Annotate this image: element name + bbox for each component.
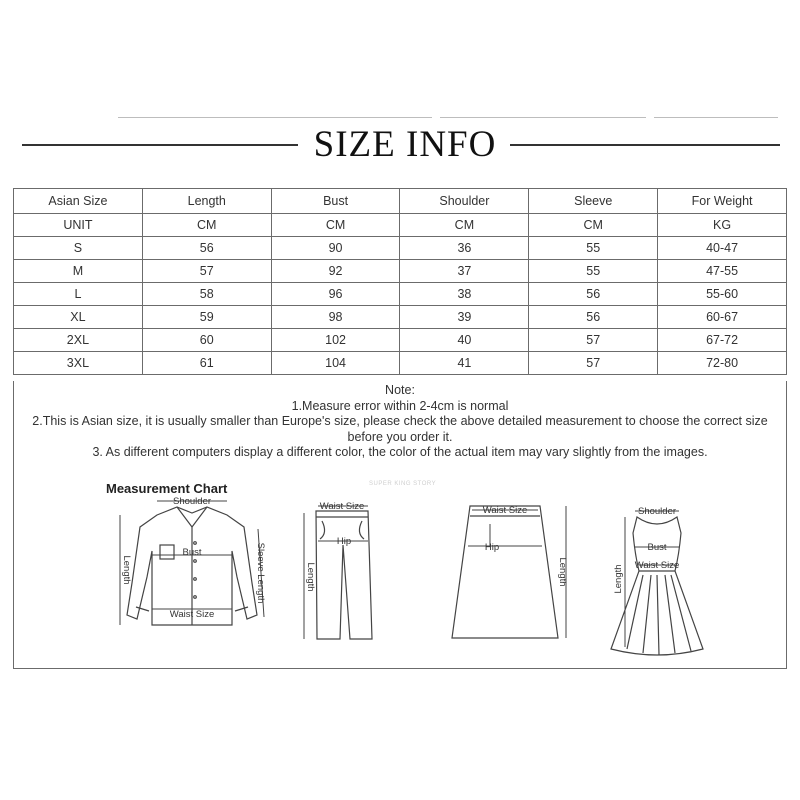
dress-diagram (599, 499, 719, 657)
table-cell: 102 (271, 329, 400, 352)
table-row (14, 352, 787, 375)
pants-outline (316, 511, 372, 639)
table-cell: 96 (271, 283, 400, 306)
table-cell: 67-72 (658, 329, 787, 352)
skirt-outline (452, 506, 558, 638)
table-row (14, 329, 787, 352)
size-table (13, 188, 787, 375)
table-cell: 36 (400, 237, 529, 260)
table-cell: 55 (529, 260, 658, 283)
table-cell: M (14, 260, 143, 283)
shirt-outline (127, 507, 257, 625)
shirt-bust-label: Bust (182, 547, 202, 558)
table-cell: 41 (400, 352, 529, 375)
notes (14, 381, 786, 461)
shirt-shoulder-label: Shoulder (172, 496, 212, 507)
shirt-sleeve-label: Sleeve Length (255, 542, 266, 604)
table-row (14, 237, 787, 260)
table-cell: 56 (529, 283, 658, 306)
table-cell: CM (271, 214, 400, 237)
table-cell: 58 (142, 283, 271, 306)
table-cell: 60-67 (658, 306, 787, 329)
table-cell: 98 (271, 306, 400, 329)
skirt-diagram (434, 496, 574, 648)
column-header: Bust (271, 189, 400, 214)
table-cell: CM (400, 214, 529, 237)
column-header: Shoulder (400, 189, 529, 214)
table-cell: L (14, 283, 143, 306)
shirt-waist-label: Waist Size (169, 609, 215, 620)
table-cell: 39 (400, 306, 529, 329)
table-cell: S (14, 237, 143, 260)
table-cell: XL (14, 306, 143, 329)
table-header-row (14, 189, 787, 214)
shirt-diagram (102, 493, 282, 648)
table-cell: 72-80 (658, 352, 787, 375)
table-cell: 57 (142, 260, 271, 283)
table-cell: 38 (400, 283, 529, 306)
column-header: Asian Size (14, 189, 143, 214)
table-cell: 55-60 (658, 283, 787, 306)
measurement-chart-title: Measurement Chart (106, 481, 228, 496)
table-cell: 47-55 (658, 260, 787, 283)
table-cell: CM (142, 214, 271, 237)
table-cell: 56 (142, 237, 271, 260)
table-cell: 56 (529, 306, 658, 329)
table-cell: 90 (271, 237, 400, 260)
table-row (14, 306, 787, 329)
watermark-text: SUPER KING STORY (369, 481, 437, 487)
dress-bust-label: Bust (647, 542, 667, 553)
table-cell: 59 (142, 306, 271, 329)
table-cell: UNIT (14, 214, 143, 237)
table-cell: 2XL (14, 329, 143, 352)
title-rule-right (510, 144, 780, 146)
table-cell: 40-47 (658, 237, 787, 260)
table-row (14, 283, 787, 306)
table-cell: 57 (529, 352, 658, 375)
notes-heading: Note: (385, 383, 415, 397)
pants-hip-label: Hip (336, 536, 352, 547)
skirt-length-label: Length (557, 557, 568, 587)
dress-length-label: Length (613, 564, 624, 594)
table-cell: 60 (142, 329, 271, 352)
notes-panel (13, 381, 787, 669)
table-cell: CM (529, 214, 658, 237)
table-cell: 55 (529, 237, 658, 260)
dress-shoulder-label: Shoulder (637, 506, 677, 517)
table-cell: 3XL (14, 352, 143, 375)
pants-waist-label: Waist Size (319, 501, 365, 512)
table-units-row (14, 214, 787, 237)
note-line: 2.This is Asian size, it is usually smaller than Europe's size, please check the above detailed measurement to choose the correct size before you order it. (32, 414, 768, 444)
column-header: Sleeve (529, 189, 658, 214)
table-cell: 61 (142, 352, 271, 375)
note-line: 3. As different computers display a different color, the color of the actual item may vary slightly from the images. (92, 445, 708, 459)
table-row (14, 260, 787, 283)
table-cell: 92 (271, 260, 400, 283)
pants-length-label: Length (305, 562, 316, 592)
skirt-measure-lines (468, 506, 566, 638)
table-cell: KG (658, 214, 787, 237)
title-rule-left (22, 144, 298, 146)
table-cell: 57 (529, 329, 658, 352)
page-title: SIZE INFO (313, 124, 497, 165)
column-header: For Weight (658, 189, 787, 214)
title-section (0, 122, 800, 168)
note-line: 1.Measure error within 2-4cm is normal (291, 398, 509, 413)
table-cell: 40 (400, 329, 529, 352)
dress-waist-label: Waist Size (634, 560, 680, 571)
table-cell: 37 (400, 260, 529, 283)
skirt-waist-label: Waist Size (482, 505, 528, 516)
skirt-hip-label: Hip (484, 542, 500, 553)
table-cell: 104 (271, 352, 400, 375)
column-header: Length (142, 189, 271, 214)
pants-diagram (284, 499, 374, 649)
top-divider-rules (22, 117, 778, 118)
shirt-length-label: Length (121, 555, 132, 585)
